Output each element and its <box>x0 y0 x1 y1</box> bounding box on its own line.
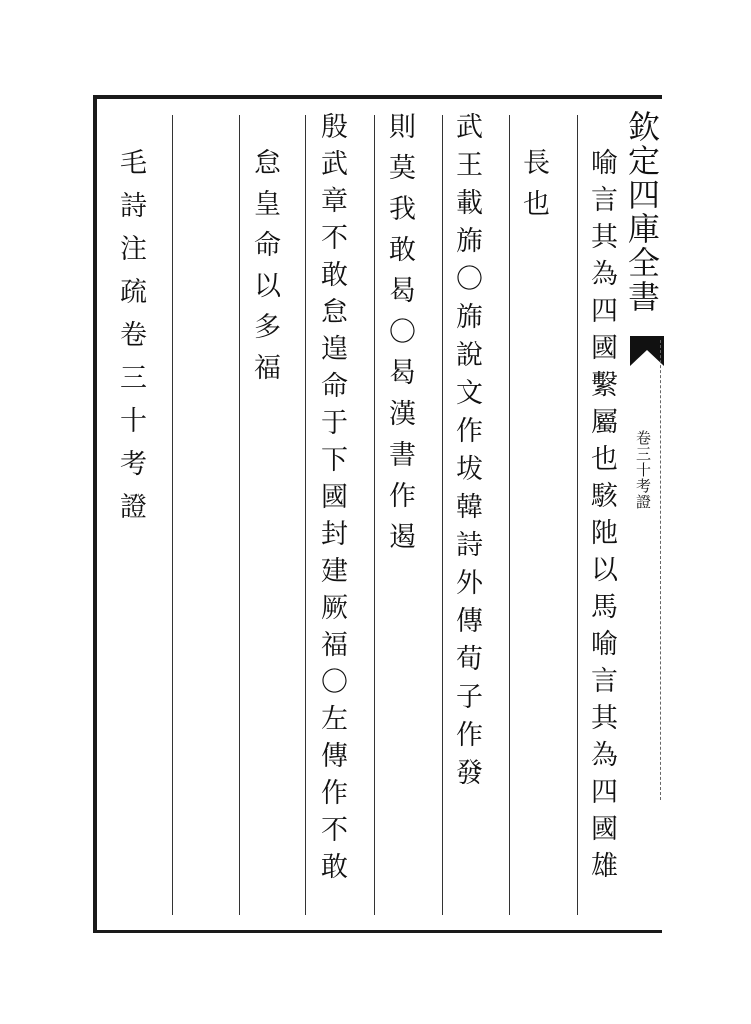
gutter-rule <box>660 340 661 800</box>
gutter-title: 欽定四庫全書 <box>623 110 661 314</box>
text-column-2: 長也 <box>518 148 549 230</box>
column-rule <box>172 115 173 915</box>
column-rule <box>305 115 306 915</box>
text-column-5: 殷武章不敢怠遑命于下國封建厥福〇左傳作不敢 <box>316 112 347 889</box>
gutter-volume-label: 卷三十考證 <box>634 430 652 510</box>
column-rule <box>509 115 510 915</box>
text-column-8: 毛詩注疏卷三十考證 <box>115 148 146 535</box>
column-rule <box>442 115 443 915</box>
column-rule <box>577 115 578 915</box>
text-column-1: 喻言其為四國繫屬也駭阤以馬喻言其為四國雄 <box>586 148 617 888</box>
text-column-3: 武王載旆〇旆說文作坺韓詩外傳荀子作發 <box>451 112 482 796</box>
column-rule <box>239 115 240 915</box>
text-column-6: 怠皇命以多福 <box>249 148 280 394</box>
fishtail-mark-icon <box>630 336 664 366</box>
column-rule <box>374 115 375 915</box>
text-column-4: 則莫我敢曷〇曷漢書作遏 <box>384 112 415 563</box>
